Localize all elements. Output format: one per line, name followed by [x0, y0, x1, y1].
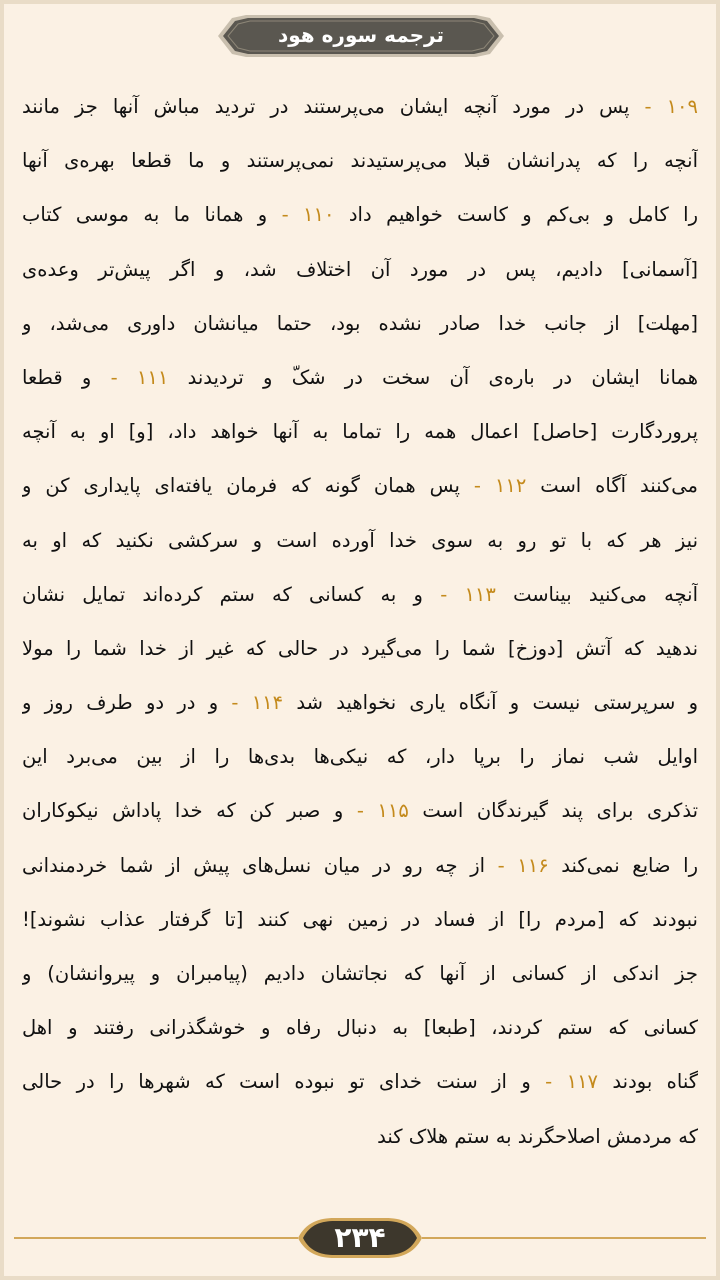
text-line	[22, 351, 698, 405]
text-line	[22, 243, 698, 297]
text-line	[22, 568, 698, 622]
verse-number: ۱۱۵ -	[356, 799, 409, 823]
line-text: پروردگارت [حاصل] اعمال همه را تماما به آنها خواهد داد، [و] او به آنچه	[22, 420, 698, 444]
line-text: [آسمانی] دادیم، پس در مورد آن اختلاف شد، و اگر پیش‌تر وعده‌ی	[22, 257, 698, 281]
line-text: آنچه را که پدرانشان قبلا می‌پرستیدند نمی‌پرستند و ما قطعا بهره‌ی آنها	[22, 149, 698, 173]
line-text: و در دو طرف روز و	[22, 691, 232, 715]
verse-number: ۱۱۰ -	[281, 203, 335, 227]
line-text: و به کسانی که ستم کرده‌اند تمایل نشان	[22, 582, 441, 606]
text-line	[22, 514, 698, 568]
line-text: ندهید که آتش [دوزخ] شما را می‌گیرد در حالی که غیر از خدا شما را مولا	[22, 636, 698, 660]
text-line	[22, 459, 698, 513]
verse-number: ۱۱۱ -	[110, 365, 169, 389]
text-line	[22, 676, 698, 730]
verse-number: ۱۱۶ -	[497, 853, 549, 877]
line-text: جز اندکی از کسانی از آنها که نجاتشان دادیم (پیامبران و پیروانشان) و	[22, 962, 698, 985]
text-line	[22, 893, 698, 947]
page-number-banner	[0, 1216, 720, 1260]
line-text: و قطعا	[22, 365, 111, 389]
line-text: همانا ایشان در باره‌ی آن سخت در شکّ و تردیدند	[168, 365, 698, 389]
text-line	[22, 188, 698, 242]
line-text: و صبر کن که خدا پاداش نیکوکاران	[22, 799, 357, 823]
surah-title-banner	[218, 14, 504, 58]
text-line	[22, 784, 698, 838]
line-text: از چه رو در میان نسل‌های پیش از شما خردمندانی	[22, 853, 498, 877]
text-line	[22, 622, 698, 676]
text-line	[22, 1055, 698, 1109]
text-line	[22, 1001, 698, 1055]
line-text: آنچه می‌کنید بیناست	[495, 582, 698, 606]
line-text: را کامل و بی‌کم و کاست خواهیم داد	[334, 203, 698, 227]
verse-number: ۱۱۲ -	[473, 474, 527, 498]
verse-number: ۱۱۴ -	[231, 691, 284, 715]
verse-number: ۱۰۹ -	[644, 95, 698, 118]
text-line	[22, 947, 698, 1001]
line-text: را ضایع نمی‌کند	[548, 853, 698, 877]
text-line	[22, 80, 698, 134]
text-line	[22, 134, 698, 188]
page-title: ترجمه سوره هود	[277, 23, 445, 47]
line-text: پس همان گونه که فرمان یافته‌ای پایداری کن و	[22, 474, 474, 498]
page-number: ۲۳۴	[334, 1221, 386, 1254]
line-text: نبودند که [مردم را] از فساد در زمین نهی کنند [تا گرفتار عذاب نشوند]!	[22, 907, 698, 931]
text-line	[22, 297, 698, 351]
line-text: می‌کنند آگاه است	[526, 474, 698, 498]
line-text: اوایل شب نماز را برپا دار، که نیکی‌ها بدی‌ها را از بین می‌برد این	[22, 745, 698, 769]
text-line	[22, 730, 698, 784]
text-line	[22, 839, 698, 893]
text-line	[22, 1110, 698, 1164]
translation-text-body	[22, 80, 698, 1164]
line-text: کسانی که ستم کردند، [طبعا] به دنبال رفاه و خوشگذرانی رفتند و اهل	[22, 1016, 698, 1040]
line-text: و سرپرستی نیست و آنگاه یاری نخواهید شد	[283, 691, 698, 715]
line-text: که مردمش اصلاحگرند به ستم هلاک کند	[377, 1124, 698, 1148]
line-text: تذکری برای پند گیرندگان است	[408, 799, 698, 823]
line-text: پس در مورد آنچه ایشان می‌پرستند در تردید مباش آنها جز مانند	[22, 95, 645, 118]
line-text: و از سنت خدای تو نبوده است که شهرها را در حالی	[22, 1070, 546, 1094]
text-line	[22, 405, 698, 459]
line-text: نیز هر که با تو رو به سوی خدا آورده است و سرکشی نکنید که او به	[22, 528, 698, 552]
line-text: گناه بودند	[598, 1070, 698, 1094]
verse-number: ۱۱۳ -	[440, 582, 496, 606]
line-text: و همانا ما به موسی کتاب	[22, 203, 282, 227]
line-text: [مهلت] از جانب خدا صادر نشده بود، حتما میانشان داوری می‌شد، و	[22, 311, 698, 335]
verse-number: ۱۱۷ -	[545, 1070, 599, 1094]
